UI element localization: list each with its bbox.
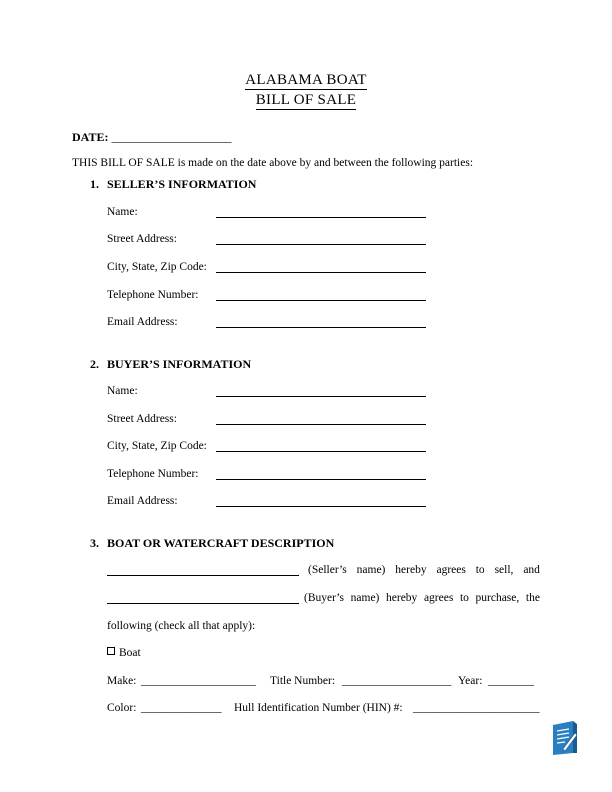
agreement-seller-name-field[interactable] (107, 575, 299, 576)
hin-label: Hull Identification Number (HIN) #: (234, 702, 403, 714)
buyer-phone-field[interactable] (216, 479, 426, 480)
color-label: Color: (107, 702, 137, 714)
seller-name-label: Name: (107, 206, 138, 218)
document-logo-icon (551, 719, 579, 757)
buyer-name-field[interactable] (216, 396, 426, 397)
date-row (72, 130, 231, 145)
date-field[interactable]: ____________________ (111, 130, 232, 144)
boat-section-number: 3. (90, 536, 99, 550)
seller-street-label: Street Address: (107, 233, 177, 245)
seller-city-field[interactable] (216, 272, 426, 273)
make-field[interactable]: ____________________ (141, 675, 256, 687)
boat-section-heading: BOAT OR WATERCRAFT DESCRIPTION (107, 536, 335, 550)
seller-street-field[interactable] (216, 244, 426, 245)
seller-city-label: City, State, Zip Code: (107, 261, 207, 273)
buyer-street-label: Street Address: (107, 413, 177, 425)
intro-text: THIS BILL OF SALE is made on the date above by and between the following parties: (72, 157, 474, 169)
year-label: Year: (458, 675, 483, 687)
seller-phone-field[interactable] (216, 300, 426, 301)
date-label: DATE: (72, 130, 109, 144)
agreement-buyer-text: (Buyer’s name) hereby agrees to purchase, the (304, 592, 540, 604)
agreement-buyer-name-field[interactable] (107, 603, 299, 604)
seller-email-field[interactable] (216, 327, 426, 328)
seller-email-label: Email Address: (107, 316, 178, 328)
buyer-city-field[interactable] (216, 451, 426, 452)
boat-checkbox[interactable] (107, 647, 115, 655)
title-number-label: Title Number: (270, 675, 336, 687)
seller-section-heading: SELLER’S INFORMATION (107, 177, 257, 191)
agreement-seller-text: (Seller’s name) hereby agrees to sell, and (308, 564, 540, 576)
check-instruction: following (check all that apply): (107, 620, 256, 632)
color-field[interactable]: ______________ (141, 702, 222, 714)
buyer-email-label: Email Address: (107, 495, 178, 507)
title-line-2: BILL OF SALE (255, 92, 357, 108)
buyer-city-label: City, State, Zip Code: (107, 440, 207, 452)
buyer-street-field[interactable] (216, 424, 426, 425)
seller-name-field[interactable] (216, 217, 426, 218)
seller-section-number: 1. (90, 177, 99, 191)
buyer-name-label: Name: (107, 385, 138, 397)
buyer-email-field[interactable] (216, 506, 426, 507)
buyer-section-heading: BUYER’S INFORMATION (107, 357, 252, 371)
seller-phone-label: Telephone Number: (107, 289, 199, 301)
buyer-section-number: 2. (90, 357, 99, 371)
hin-field[interactable]: ______________________ (413, 702, 540, 714)
title-number-field[interactable]: ___________________ (342, 675, 452, 687)
boat-option-label: Boat (119, 647, 141, 659)
boat-option[interactable] (107, 647, 141, 659)
year-field[interactable]: ________ (488, 675, 534, 687)
make-label: Make: (107, 675, 137, 687)
buyer-phone-label: Telephone Number: (107, 468, 199, 480)
title-line-1: ALABAMA BOAT (245, 72, 367, 88)
